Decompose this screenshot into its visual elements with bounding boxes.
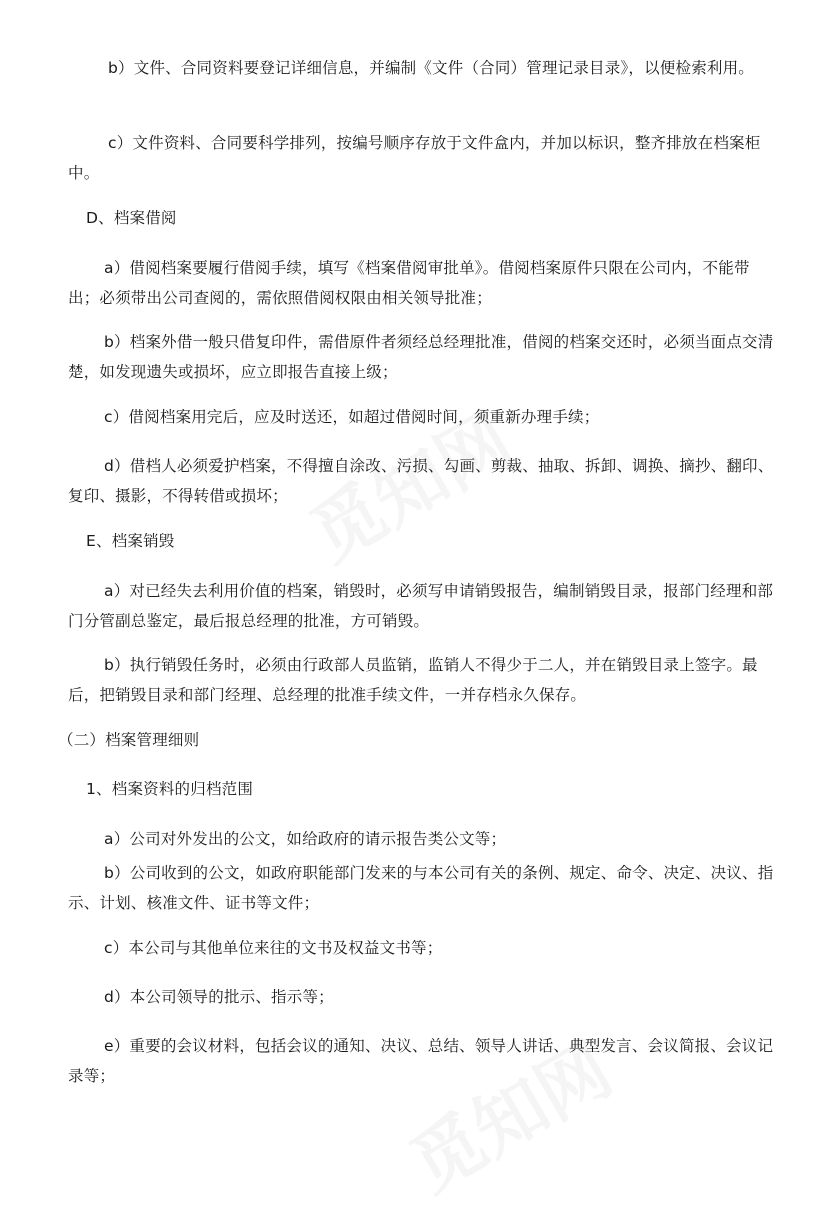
paragraph-file-registration: b）文件、合同资料要登记详细信息，并编制《文件（合同）管理记录目录》，以便检索利用。 [108, 59, 754, 77]
paragraph-borrow-d: d）借档人必须爱护档案，不得擅自涂改、污损、勾画、剪裁、抽取、拆卸、调换、摘抄、翻印、复印、摄影，不得转借或损坏； [68, 457, 774, 505]
paragraph-destroy-a: a）对已经失去利用价值的档案，销毁时，必须写申请销毁报告，编制销毁目录，报部门经理和部门分管副总鉴定，最后报总经理的批准，方可销毁。 [68, 582, 774, 630]
section-heading-management-rules: （二）档案管理细则 [58, 731, 200, 749]
paragraph-scope-b: b）公司收到的公文，如政府职能部门发来的与本公司有关的条例、规定、命令、决定、决议、指示、计划、核准文件、证书等文件； [68, 864, 774, 912]
section-heading-archive-destruction: E、档案销毁 [86, 532, 175, 550]
paragraph-scope-d: d）本公司领导的批示、指示等； [104, 988, 334, 1006]
paragraph-borrow-c: c）借阅档案用完后，应及时送还，如超过借阅时间，须重新办理手续； [104, 408, 600, 426]
paragraph-scope-e: e）重要的会议材料，包括会议的通知、决议、总结、领导人讲话、典型发言、会议简报、会议记录等； [68, 1037, 774, 1085]
section-heading-archive-borrowing: D、档案借阅 [86, 209, 177, 227]
paragraph-destroy-b: b）执行销毁任务时，必须由行政部人员监销，监销人不得少于二人，并在销毁目录上签字。最后，把销毁目录和部门经理、总经理的批准手续文件，一并存档永久保存。 [68, 656, 758, 704]
paragraph-file-arrangement: c）文件资料、合同要科学排列，按编号顺序存放于文件盒内，并加以标识，整齐排放在档案柜中。 [68, 134, 761, 182]
paragraph-scope-c: c）本公司与其他单位来往的文书及权益文书等； [104, 939, 443, 957]
paragraph-borrow-b: b）档案外借一般只借复印件，需借原件者须经总经理批准，借阅的档案交还时，必须当面点交清楚，如发现遗失或损坏，应立即报告直接上级； [68, 333, 774, 381]
paragraph-borrow-a: a）借阅档案要履行借阅手续，填写《档案借阅审批单》。借阅档案原件只限在公司内，不能带出；必须带出公司查阅的，需依照借阅权限由相关领导批准； [68, 259, 750, 307]
subsection-heading-archive-scope: 1、档案资料的归档范围 [86, 780, 254, 798]
paragraph-scope-a: a）公司对外发出的公文，如给政府的请示报告类公文等； [104, 830, 507, 848]
